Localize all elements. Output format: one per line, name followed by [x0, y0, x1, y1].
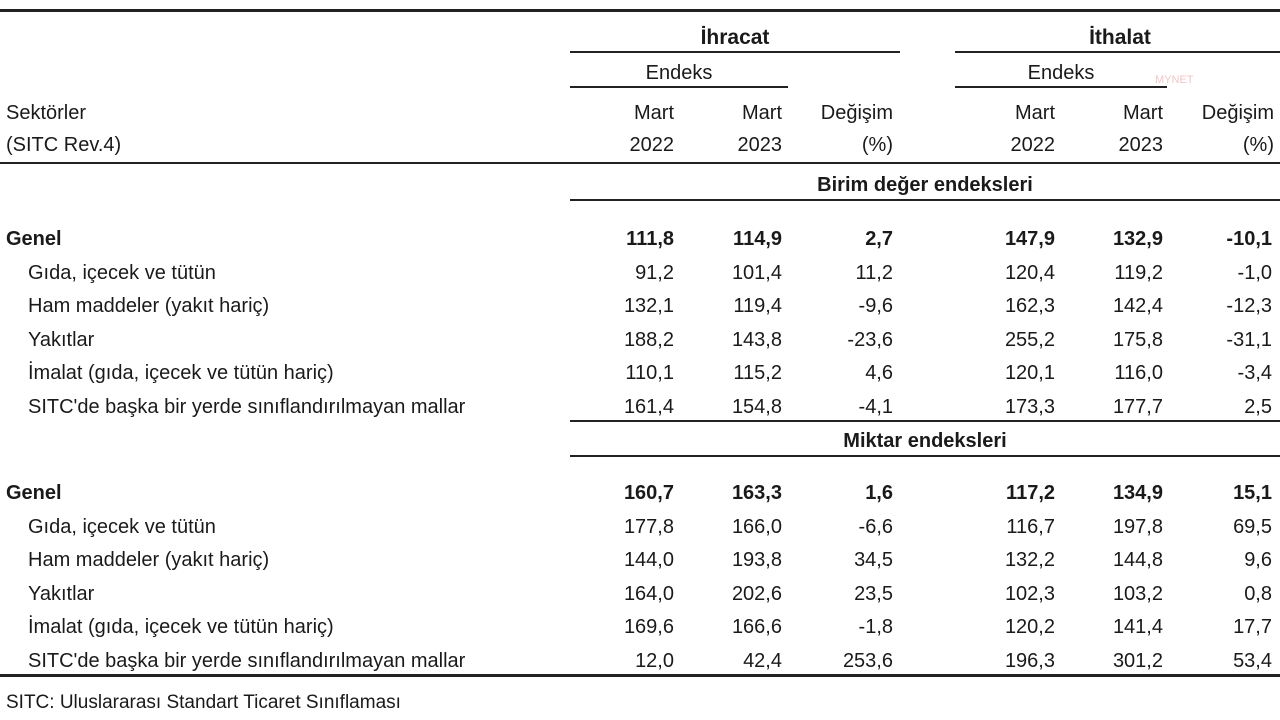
col-header-export-year-1: 2022 — [629, 134, 674, 156]
col-header-import-year-1: 2022 — [1010, 134, 1055, 156]
cell-import-mar-2022: 117,2 — [1006, 482, 1055, 504]
row-label: Yakıtlar — [28, 582, 95, 605]
export-group-rule — [570, 51, 900, 53]
cell-export-change: 2,7 — [865, 228, 893, 250]
cell-export-mar-2023: 193,8 — [731, 549, 782, 571]
cell-import-mar-2022: 120,4 — [1004, 261, 1055, 284]
cell-export-change: 1,6 — [865, 482, 893, 504]
cell-import-change: 9,6 — [1244, 549, 1272, 571]
cell-export-mar-2023: 42,4 — [743, 649, 782, 672]
cell-export-mar-2022: 177,8 — [623, 515, 674, 538]
cell-import-mar-2022: 120,1 — [1004, 362, 1055, 384]
cell-import-mar-2022: 255,2 — [1004, 328, 1055, 351]
table-row — [0, 358, 1280, 390]
table-row — [0, 392, 1280, 424]
table-row — [0, 646, 1280, 678]
row-label: Genel — [6, 482, 62, 504]
table-top-rule — [0, 9, 1280, 12]
cell-import-mar-2023: 132,9 — [1112, 228, 1163, 250]
cell-import-change: -31,1 — [1226, 328, 1272, 351]
cell-export-mar-2023: 202,6 — [731, 582, 782, 605]
cell-export-mar-2023: 114,9 — [733, 228, 782, 250]
cell-export-mar-2023: 143,8 — [731, 328, 782, 351]
table-row — [0, 545, 1280, 577]
cell-import-mar-2022: 120,2 — [1004, 616, 1055, 638]
cell-import-mar-2023: 177,7 — [1112, 395, 1163, 418]
table-row — [0, 291, 1280, 323]
cell-export-change: 253,6 — [842, 649, 893, 672]
cell-import-mar-2022: 162,3 — [1004, 295, 1055, 317]
col-header-export-year-2: 2023 — [737, 134, 782, 156]
row-label: Gıda, içecek ve tütün — [28, 261, 216, 284]
row-label: İmalat (gıda, içecek ve tütün hariç) — [28, 362, 334, 384]
cell-import-mar-2023: 103,2 — [1112, 582, 1163, 605]
cell-import-change: -12,3 — [1226, 295, 1272, 317]
cell-import-mar-2023: 141,4 — [1112, 616, 1163, 638]
col-header-import-change: Değişim — [1201, 102, 1274, 124]
cell-export-change: -9,6 — [858, 295, 893, 317]
cell-export-mar-2022: 164,0 — [623, 582, 674, 605]
row-label: İmalat (gıda, içecek ve tütün hariç) — [28, 616, 334, 638]
import-index-header: Endeks — [1027, 62, 1095, 84]
cell-export-mar-2023: 163,3 — [731, 482, 782, 504]
cell-import-change: 17,7 — [1233, 616, 1272, 638]
cell-import-mar-2023: 119,2 — [1114, 261, 1163, 284]
table-row — [0, 612, 1280, 644]
footnote: SITC: Uluslararası Standart Ticaret Sınıflaması — [6, 692, 401, 713]
cell-export-mar-2022: 110,1 — [625, 362, 674, 384]
row-label: Genel — [6, 228, 62, 250]
cell-import-change: -1,0 — [1237, 261, 1272, 284]
table-bottom-rule — [0, 674, 1280, 677]
cell-export-mar-2022: 161,4 — [623, 395, 674, 418]
table-row — [0, 579, 1280, 611]
import-index-rule — [955, 86, 1167, 88]
cell-export-change: -4,1 — [858, 395, 893, 418]
cell-import-mar-2023: 175,8 — [1112, 328, 1163, 351]
cell-export-mar-2022: 160,7 — [623, 482, 674, 504]
cell-import-mar-2022: 196,3 — [1004, 649, 1055, 672]
cell-import-change: -3,4 — [1237, 362, 1272, 384]
table-row — [0, 325, 1280, 357]
row-label: Ham maddeler (yakıt hariç) — [28, 549, 270, 571]
row-label: Ham maddeler (yakıt hariç) — [28, 295, 270, 317]
cell-export-mar-2022: 12,0 — [635, 649, 674, 672]
cell-import-mar-2023: 197,8 — [1112, 515, 1163, 538]
cell-export-mar-2023: 154,8 — [731, 395, 782, 418]
section-2-top-rule — [570, 420, 1280, 422]
cell-import-mar-2023: 144,8 — [1112, 549, 1163, 571]
cell-import-change: 15,1 — [1233, 482, 1272, 504]
col-header-import-change-unit: (%) — [1242, 134, 1274, 156]
export-index-header: Endeks — [645, 62, 713, 84]
cell-import-mar-2022: 102,3 — [1004, 582, 1055, 605]
row-label: SITC'de başka bir yerde sınıflandırılmayan mallar — [28, 395, 466, 418]
cell-import-mar-2022: 173,3 — [1004, 395, 1055, 418]
cell-export-mar-2023: 166,0 — [731, 515, 782, 538]
cell-export-change: 34,5 — [854, 549, 893, 571]
cell-import-change: -10,1 — [1226, 228, 1272, 250]
row-label: Gıda, içecek ve tütün — [28, 515, 216, 538]
import-group-header: İthalat — [1089, 26, 1151, 49]
section-1-rule — [570, 199, 1280, 201]
cell-export-mar-2022: 169,6 — [623, 616, 674, 638]
cell-export-mar-2023: 119,4 — [733, 295, 782, 317]
cell-export-change: -1,8 — [858, 616, 893, 638]
cell-export-change: 11,2 — [855, 261, 893, 284]
cell-export-change: -6,6 — [858, 515, 893, 538]
cell-import-change: 69,5 — [1233, 515, 1272, 538]
col-header-import-year-2: 2023 — [1118, 134, 1163, 156]
cell-export-change: -23,6 — [847, 328, 893, 351]
col-header-export-change-unit: (%) — [861, 134, 893, 156]
cell-import-mar-2022: 132,2 — [1004, 549, 1055, 571]
cell-export-mar-2022: 188,2 — [623, 328, 674, 351]
col-header-import-month-1: Mart — [1015, 102, 1055, 124]
cell-export-mar-2022: 144,0 — [623, 549, 674, 571]
cell-import-mar-2023: 142,4 — [1112, 295, 1163, 317]
header-bottom-rule — [0, 162, 1280, 164]
cell-import-change: 53,4 — [1233, 649, 1272, 672]
export-group-header: İhracat — [700, 26, 770, 49]
row-label: SITC'de başka bir yerde sınıflandırılmayan mallar — [28, 649, 466, 672]
row-label: Yakıtlar — [28, 328, 95, 351]
cell-export-mar-2022: 91,2 — [635, 261, 674, 284]
cell-import-change: 2,5 — [1244, 395, 1272, 418]
sector-header: Sektörler — [6, 102, 87, 124]
cell-import-mar-2022: 147,9 — [1004, 228, 1055, 250]
table-row — [0, 224, 1280, 256]
col-header-export-month-2: Mart — [742, 102, 782, 124]
col-header-export-change: Değişim — [820, 102, 893, 124]
table-row — [0, 512, 1280, 544]
cell-import-mar-2023: 301,2 — [1112, 649, 1163, 672]
cell-export-mar-2023: 166,6 — [731, 616, 782, 638]
cell-export-mar-2023: 101,4 — [731, 261, 782, 284]
cell-import-mar-2023: 134,9 — [1112, 482, 1163, 504]
col-header-export-month-1: Mart — [634, 102, 674, 124]
sector-subheader: (SITC Rev.4) — [6, 134, 122, 156]
section-title-quantity: Miktar endeksleri — [843, 430, 1007, 452]
table-row — [0, 478, 1280, 510]
export-index-rule — [570, 86, 788, 88]
cell-import-mar-2022: 116,7 — [1006, 515, 1055, 538]
cell-export-change: 23,5 — [854, 582, 893, 605]
col-header-import-month-2: Mart — [1123, 102, 1163, 124]
cell-export-mar-2023: 115,2 — [733, 362, 782, 384]
cell-import-change: 0,8 — [1244, 582, 1272, 605]
table-row — [0, 258, 1280, 290]
import-group-rule — [955, 51, 1280, 53]
cell-export-mar-2022: 111,8 — [626, 228, 674, 250]
cell-export-mar-2022: 132,1 — [623, 295, 674, 317]
watermark-logo: MYNET — [1155, 74, 1194, 86]
section-2-rule — [570, 455, 1280, 457]
cell-import-mar-2023: 116,0 — [1114, 362, 1163, 384]
section-title-unit-value: Birim değer endeksleri — [817, 174, 1033, 196]
cell-export-change: 4,6 — [865, 362, 893, 384]
